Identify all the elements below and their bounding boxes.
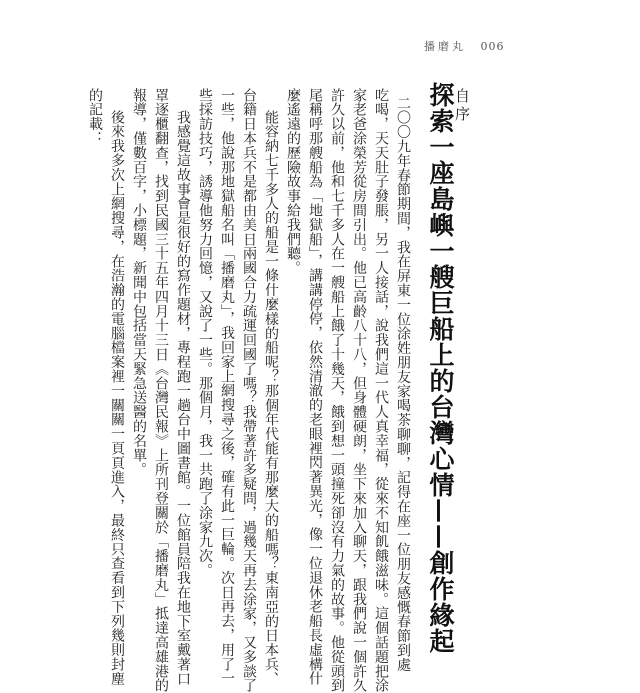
body-text-line: 尾稱呼那艘船為「地獄船」，講講停停，依然清澈的老眼裡閃著異光，像一位退休老船長虛構什 [307,88,323,686]
section-label: 自序 [453,88,471,124]
body-text-line: 台籍日本兵不是都由美日兩國合力疏運回國了嗎？我帶著許多疑問，過幾天再去涂家，又多談了 [241,88,257,693]
chapter-title: 探索一座島嶼一艘巨船上的台灣心情——創作緣起 [426,82,455,654]
body-text-line: 的記載： [87,88,103,146]
body-text-line: 二〇〇九年春節期間，我在屏東一位涂姓朋友家喝茶聊聊，記得在座一位朋友感慨春節到處 [395,96,411,672]
body-text-line: 報導，僅數百字，小標題，新聞中包括當天緊急送醫的名單。 [131,88,147,477]
body-text-line: 我感覺這故事會是很好的寫作題材，專程跑一趟台中圖書館。一位館員陪我在地下室戴著口 [175,110,191,686]
page-number: 006 [480,40,505,53]
body-text-line: 後來我多次上網搜尋，在浩瀚的電腦檔案裡一關關一頁頁進入，最終只查看到下列幾則封塵 [109,110,125,686]
body-text-line: 些採訪技巧，誘導他努力回憶，又說了一些。那個月，我一共跑了涂家九次。 [197,88,213,578]
running-head [424,38,505,54]
book-title: 播磨丸 [424,40,466,53]
body-text-line: 能容納七千多人的船是一條什麼樣的船呢？那個年代能有那麼大的船嗎？東南亞的日本兵、 [263,110,279,686]
body-text-line: 許久以前，他和七千多人在一艘船上餓了十幾天，餓到想一頭撞死卻沒有力氣的故事。他從頭到 [329,88,345,693]
body-text-line: 罩逐櫃翻查，找到民國三十五年四月十三日《台灣民報》上所刊登關於「播磨丸」抵達高雄港的 [153,88,169,693]
body-text-line: 家老爸涂榮芳從房間引出。他已高齡八十八，但身體硬朗，坐下來加入聊天，跟我們說一個許久 [351,88,367,693]
body-text-line: 麼遙遠的歷險故事給我們聽。 [285,88,301,276]
body-text-line: 吃喝，天天肚子發脹，另一人接話，說我們這一代人真幸福，從來不知飢餓滋味。這個話題把涂 [373,88,389,693]
body-text-line: 一些，他說那地獄船名叫「播磨丸」，我回家上網搜尋之後，確有此一巨輪。次日再去，用了一 [219,88,235,686]
